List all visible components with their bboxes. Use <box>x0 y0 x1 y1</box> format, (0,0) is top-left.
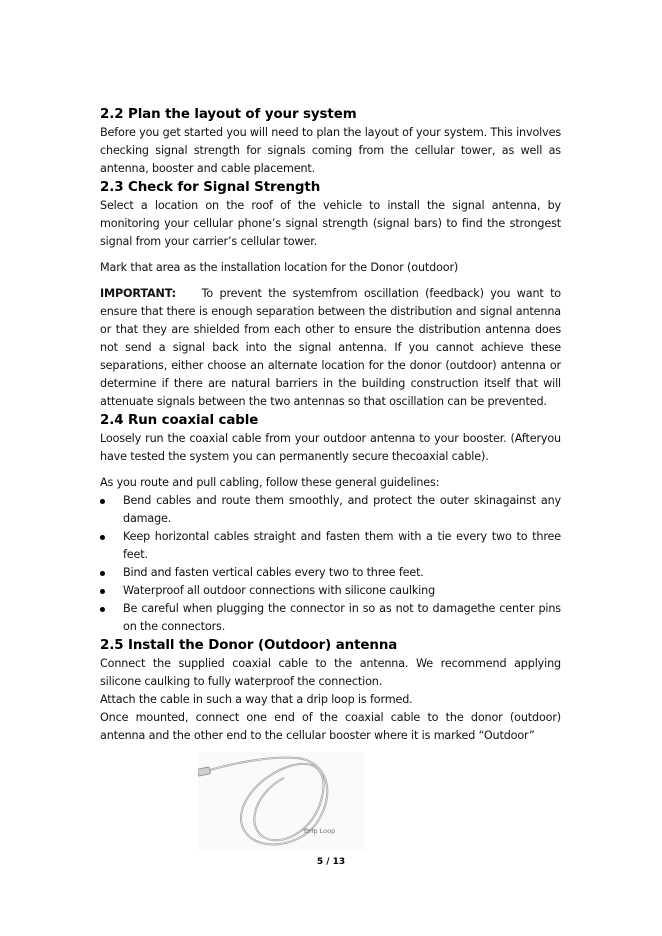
page-number: 5 / 13 <box>316 857 346 867</box>
guidelines-list <box>100 492 561 636</box>
page-content <box>100 105 561 745</box>
drip-loop-label: Drip Loop <box>304 827 336 835</box>
bullet-icon <box>100 589 105 594</box>
section-heading-2-3: 2.3 Check for Signal Strength <box>100 180 321 195</box>
important-note <box>100 285 561 411</box>
drip-loop-figure <box>198 752 364 850</box>
section-2-4-paragraph-1: Loosely run the coaxial cable from your outdoor antenna to your booster. (Afteryou have tested the system you can permanently secure thecoaxial cable). <box>100 432 561 463</box>
list-item: Waterproof all outdoor connections with silicone caulking <box>100 582 561 600</box>
bullet-icon <box>100 535 105 540</box>
section-2-2-body: Before you get started you will need to plan the layout of your system. This involves checking signal strength for signals coming from the cellular tower, as well as antenna, booster and cable placement. <box>100 126 561 175</box>
section-heading-2-5: 2.5 Install the Donor (Outdoor) antenna <box>100 638 398 653</box>
important-label: IMPORTANT: <box>100 287 176 300</box>
section-heading-2-4: 2.4 Run coaxial cable <box>100 413 259 428</box>
list-item: Bind and fasten vertical cables every two to three feet. <box>100 564 561 582</box>
bullet-icon <box>100 607 105 612</box>
important-text: To prevent the systemfrom oscillation (feedback) you want to ensure that there is enough separation between the distribution and signal antenna or that they are shielded from each other to ensure the distribution antenna does not send a signal back into the signal antenna. If you cannot achieve these separations, either choose an alternate location for the donor (outdoor) antenna or determine if there are natural barriers in the building construction itself that will attenuate signals between the two antennas so that oscillation can be prevented. <box>100 287 562 408</box>
section-2-5-paragraph-1: Connect the supplied coaxial cable to the antenna. We recommend applying silicone caulking to fully waterproof the connection. <box>100 657 561 688</box>
section-heading-2-2: 2.2 Plan the layout of your system <box>100 107 357 122</box>
list-item: Keep horizontal cables straight and fasten them with a tie every two to three feet. <box>100 528 561 564</box>
section-2-3-paragraph-2: Mark that area as the installation location for the Donor (outdoor) <box>100 261 459 274</box>
list-item: Be careful when plugging the connector in so as not to damagethe center pins on the connectors. <box>100 600 561 636</box>
section-2-4-paragraph-2: As you route and pull cabling, follow these general guidelines: <box>100 476 440 489</box>
section-2-5-paragraph-2: Attach the cable in such a way that a drip loop is formed. <box>100 693 413 706</box>
section-2-5-paragraph-3: Once mounted, connect one end of the coaxial cable to the donor (outdoor) antenna and the other end to the cellular booster where it is marked “Outdoor” <box>100 711 561 742</box>
section-2-3-paragraph-1: Select a location on the roof of the vehicle to install the signal antenna, by monitoring your cellular phone’s signal strength (signal bars) to find the strongest signal from your carrier’s cellular tower. <box>100 199 561 248</box>
list-item: Bend cables and route them smoothly, and protect the outer skinagainst any damage. <box>100 492 561 528</box>
bullet-icon <box>100 499 105 504</box>
bullet-icon <box>100 571 105 576</box>
